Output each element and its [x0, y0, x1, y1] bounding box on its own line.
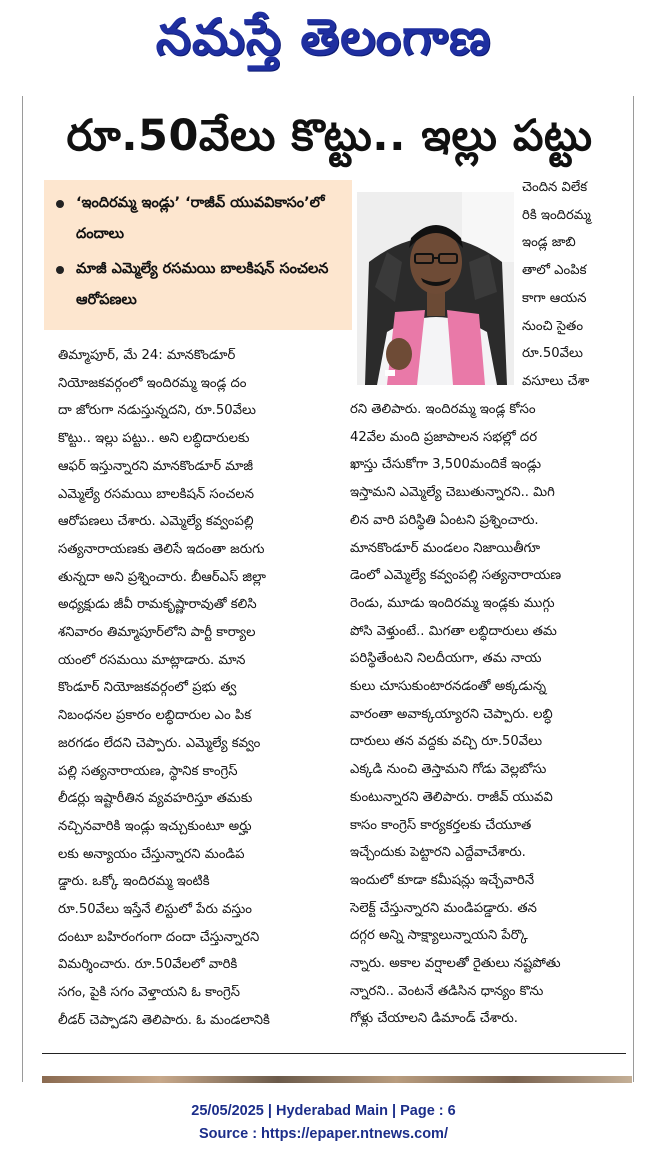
- column-line: కాసం కాంగ్రెస్ కార్యకర్తలకు చేయూత: [350, 817, 532, 833]
- column-line: సత్యనారాయణకు తెలిసే ఇదంతా జరుగు: [58, 541, 265, 557]
- column-line: న్నారని.. వెంటనే తడిసిన ధాన్యం కొను: [350, 983, 544, 999]
- column-line: యంలో రసమయి మాట్లాడారు. మాన: [58, 652, 246, 668]
- article-headline: రూ.50వేలు కొట్టు.. ఇల్లు పట్టు: [66, 111, 593, 161]
- column-line: దా జోరుగా నడుస్తున్నదని, రూ.50వేలు: [58, 403, 256, 419]
- narrow-column-right: [522, 174, 628, 396]
- column-line: న్నారు. అకాల వర్షాలతో రైతులు నష్టపోతు: [350, 956, 561, 972]
- column-line: ఎక్కడి నుంచి తెస్తామని గోడు వెల్లబోసు: [350, 762, 547, 778]
- article-column-left: [58, 342, 342, 1035]
- column-line: దారులు తన వద్దకు వచ్చి రూ.50వేలు: [350, 734, 543, 750]
- column-line: తిమ్మాపూర్, మే 24: మానకొండూర్: [58, 348, 236, 363]
- column-line: ఆఫర్ ఇస్తున్నారని మానకొండూర్ మాజీ: [58, 458, 254, 474]
- article-bottom-rule: [42, 1053, 626, 1054]
- article-column-right: [350, 396, 628, 1033]
- column-line: గోళ్లు చేయాలని డిమాండ్ చేశారు.: [350, 1011, 519, 1027]
- masthead: [0, 4, 647, 74]
- column-line: తున్నదా అని ప్రశ్నించారు. బీఆర్ఎస్ జిల్లా: [58, 569, 266, 585]
- column-line: కాగా ఆయన: [522, 290, 587, 306]
- column-line: రని తెలిపారు. ఇందిరమ్మ ఇండ్ల కోసం: [350, 402, 536, 417]
- column-line: కొండూర్ నియోజకవర్గంలో ప్రభు త్వ: [58, 680, 237, 696]
- column-line: సగం, పైకి సగం వెళ్తాయని ఓ కాంగ్రెస్: [58, 985, 240, 1001]
- column-line: మానకొండూర్ మండలం నిజాయితీగూ: [350, 540, 541, 556]
- column-line: దంటూ బహిరంగంగా దందా చేస్తున్నారని: [58, 929, 260, 945]
- highlight-text: ‘ఇందిరమ్మ ఇండ్లు’ ‘రాజీవ్ యువవికాసం’లో దందాలు: [76, 195, 325, 242]
- column-line: అధ్యక్షుడు జీవీ రామకృష్ణారావుతో కలిసి: [58, 597, 257, 613]
- portrait-illustration: [357, 192, 514, 385]
- column-line: 42వేల మంది ప్రజాపాలన సభల్లో దర: [350, 429, 538, 445]
- column-line: ఖాస్తు చేసుకోగా 3,500మందికే ఇండ్లు: [350, 457, 542, 473]
- column-line: రెండు, మూడు ఇందిరమ్మ ఇండ్లకు ముగ్గు: [350, 595, 555, 611]
- column-line: ఇందులో కూడా కమీషన్లు ఇచ్చేవారినే: [350, 872, 535, 888]
- highlight-item: [54, 254, 344, 316]
- highlights-box: [44, 180, 352, 330]
- column-line: జరగడం లేదని చెప్పారు. ఎమ్మెల్యే కవ్వం: [58, 735, 261, 751]
- column-line: లకు అన్యాయం చేస్తున్నారని మండిప: [58, 846, 245, 862]
- column-line: విమర్శించారు. రూ.50వేలలో వారికి: [58, 957, 238, 973]
- column-line: పరిస్థితేంటని నిలదీయగా, తమ నాయ: [350, 651, 542, 667]
- column-line: రికి ఇందిరమ్మ: [522, 207, 591, 223]
- column-line: కుంటున్నారని తెలిపారు. రాజీవ్ యువవి: [350, 789, 553, 805]
- masthead-title: నమస్తే తెలంగాణ: [155, 8, 492, 66]
- politician-photo: [357, 192, 514, 385]
- column-line: ఇస్తామని ఎమ్మెల్యే చెబుతున్నారని.. మిగి: [350, 485, 555, 501]
- column-line: ఎమ్మెల్యే రసమయి బాలకిషన్ సంచలన: [58, 486, 254, 502]
- bullet-icon: [56, 266, 64, 274]
- column-line: ఇండ్ల జాబి: [522, 235, 576, 251]
- column-line: వారంతా అవాక్కయ్యారని చెప్పారు. లబ్ధి: [350, 706, 553, 722]
- column-line: రూ.50వేలు ఇస్తేనే లిస్టులో పేరు వస్తుం: [58, 902, 252, 918]
- column-line: దగ్గర అన్ని సాక్ష్యాలున్నాయని పేర్కొ: [350, 928, 528, 944]
- column-line: పల్లి సత్యనారాయణ, స్థానిక కాంగ్రెస్: [58, 763, 238, 779]
- bullet-icon: [56, 200, 64, 208]
- column-line: చెందిన విలేక: [522, 180, 588, 195]
- column-line: శనివారం తిమ్మాపూర్‌లోని పార్టీ కార్యాల: [58, 625, 256, 641]
- column-line: పోసి వెళ్తుంటే.. మిగతా లబ్ధిదారులు తమ: [350, 623, 557, 639]
- adjacent-photo-strip: [42, 1076, 632, 1083]
- column-line: రూ.50వేలు: [522, 346, 583, 362]
- highlight-item: [54, 188, 344, 250]
- column-line: డెంలో ఎమ్మెల్యే కవ్వంపల్లి సత్యనారాయణ: [350, 568, 562, 584]
- column-line: నియోజకవర్గంలో ఇందిరమ్మ ఇండ్ల దం: [58, 375, 247, 391]
- column-line: నచ్చినవారికి ఇండ్లు ఇచ్చుకుంటూ అర్హు: [58, 818, 252, 834]
- column-line: లీడర్లు ఇష్టారీతిన వ్యవహరిస్తూ తమకు: [58, 791, 253, 807]
- column-line: సెలెక్ట్ చేస్తున్నారని మండిపడ్డారు. తన: [350, 900, 537, 916]
- frame-left-rule: [22, 96, 23, 1082]
- frame-right-rule: [633, 96, 634, 1082]
- column-line: నుంచి సైతం: [522, 318, 584, 334]
- column-line: ఆరోపణలు చేశారు. ఎమ్మెల్యే కవ్వంపల్లి: [58, 514, 254, 530]
- column-line: లీడర్ చెప్పాడని తెలిపారు. ఓ మండలానికి: [58, 1012, 270, 1028]
- column-line: తాలో ఎంపిక: [522, 263, 587, 279]
- column-line: నిబంధనల ప్రకారం లబ్ధిదారుల ఎం పిక: [58, 708, 252, 724]
- highlight-text: మాజీ ఎమ్మెల్యే రసమయి బాలకిషన్ సంచలన ఆరోపణలు: [76, 261, 329, 308]
- column-line: కొట్టు.. ఇల్లు పట్టు.. అని లబ్ధిదారులకు: [58, 431, 250, 447]
- column-line: లిన వారి పరిస్థితి ఏంటని ప్రశ్నించారు.: [350, 512, 539, 528]
- column-line: ఇచ్చేందుకు పెట్టారని ఎద్దేవాచేశారు.: [350, 845, 526, 861]
- column-line: కులు చూసుకుంటారనడంతో అక్కడున్న: [350, 679, 547, 695]
- footer-date-line: 25/05/2025 | Hyderabad Main | Page : 6: [191, 1103, 456, 1119]
- column-line: వసూలు చేశా: [522, 373, 590, 389]
- footer-source-link[interactable]: Source : https://epaper.ntnews.com/: [199, 1126, 448, 1142]
- column-line: డ్డారు. ఒక్కో ఇందిరమ్మ ఇంటికి: [58, 874, 210, 890]
